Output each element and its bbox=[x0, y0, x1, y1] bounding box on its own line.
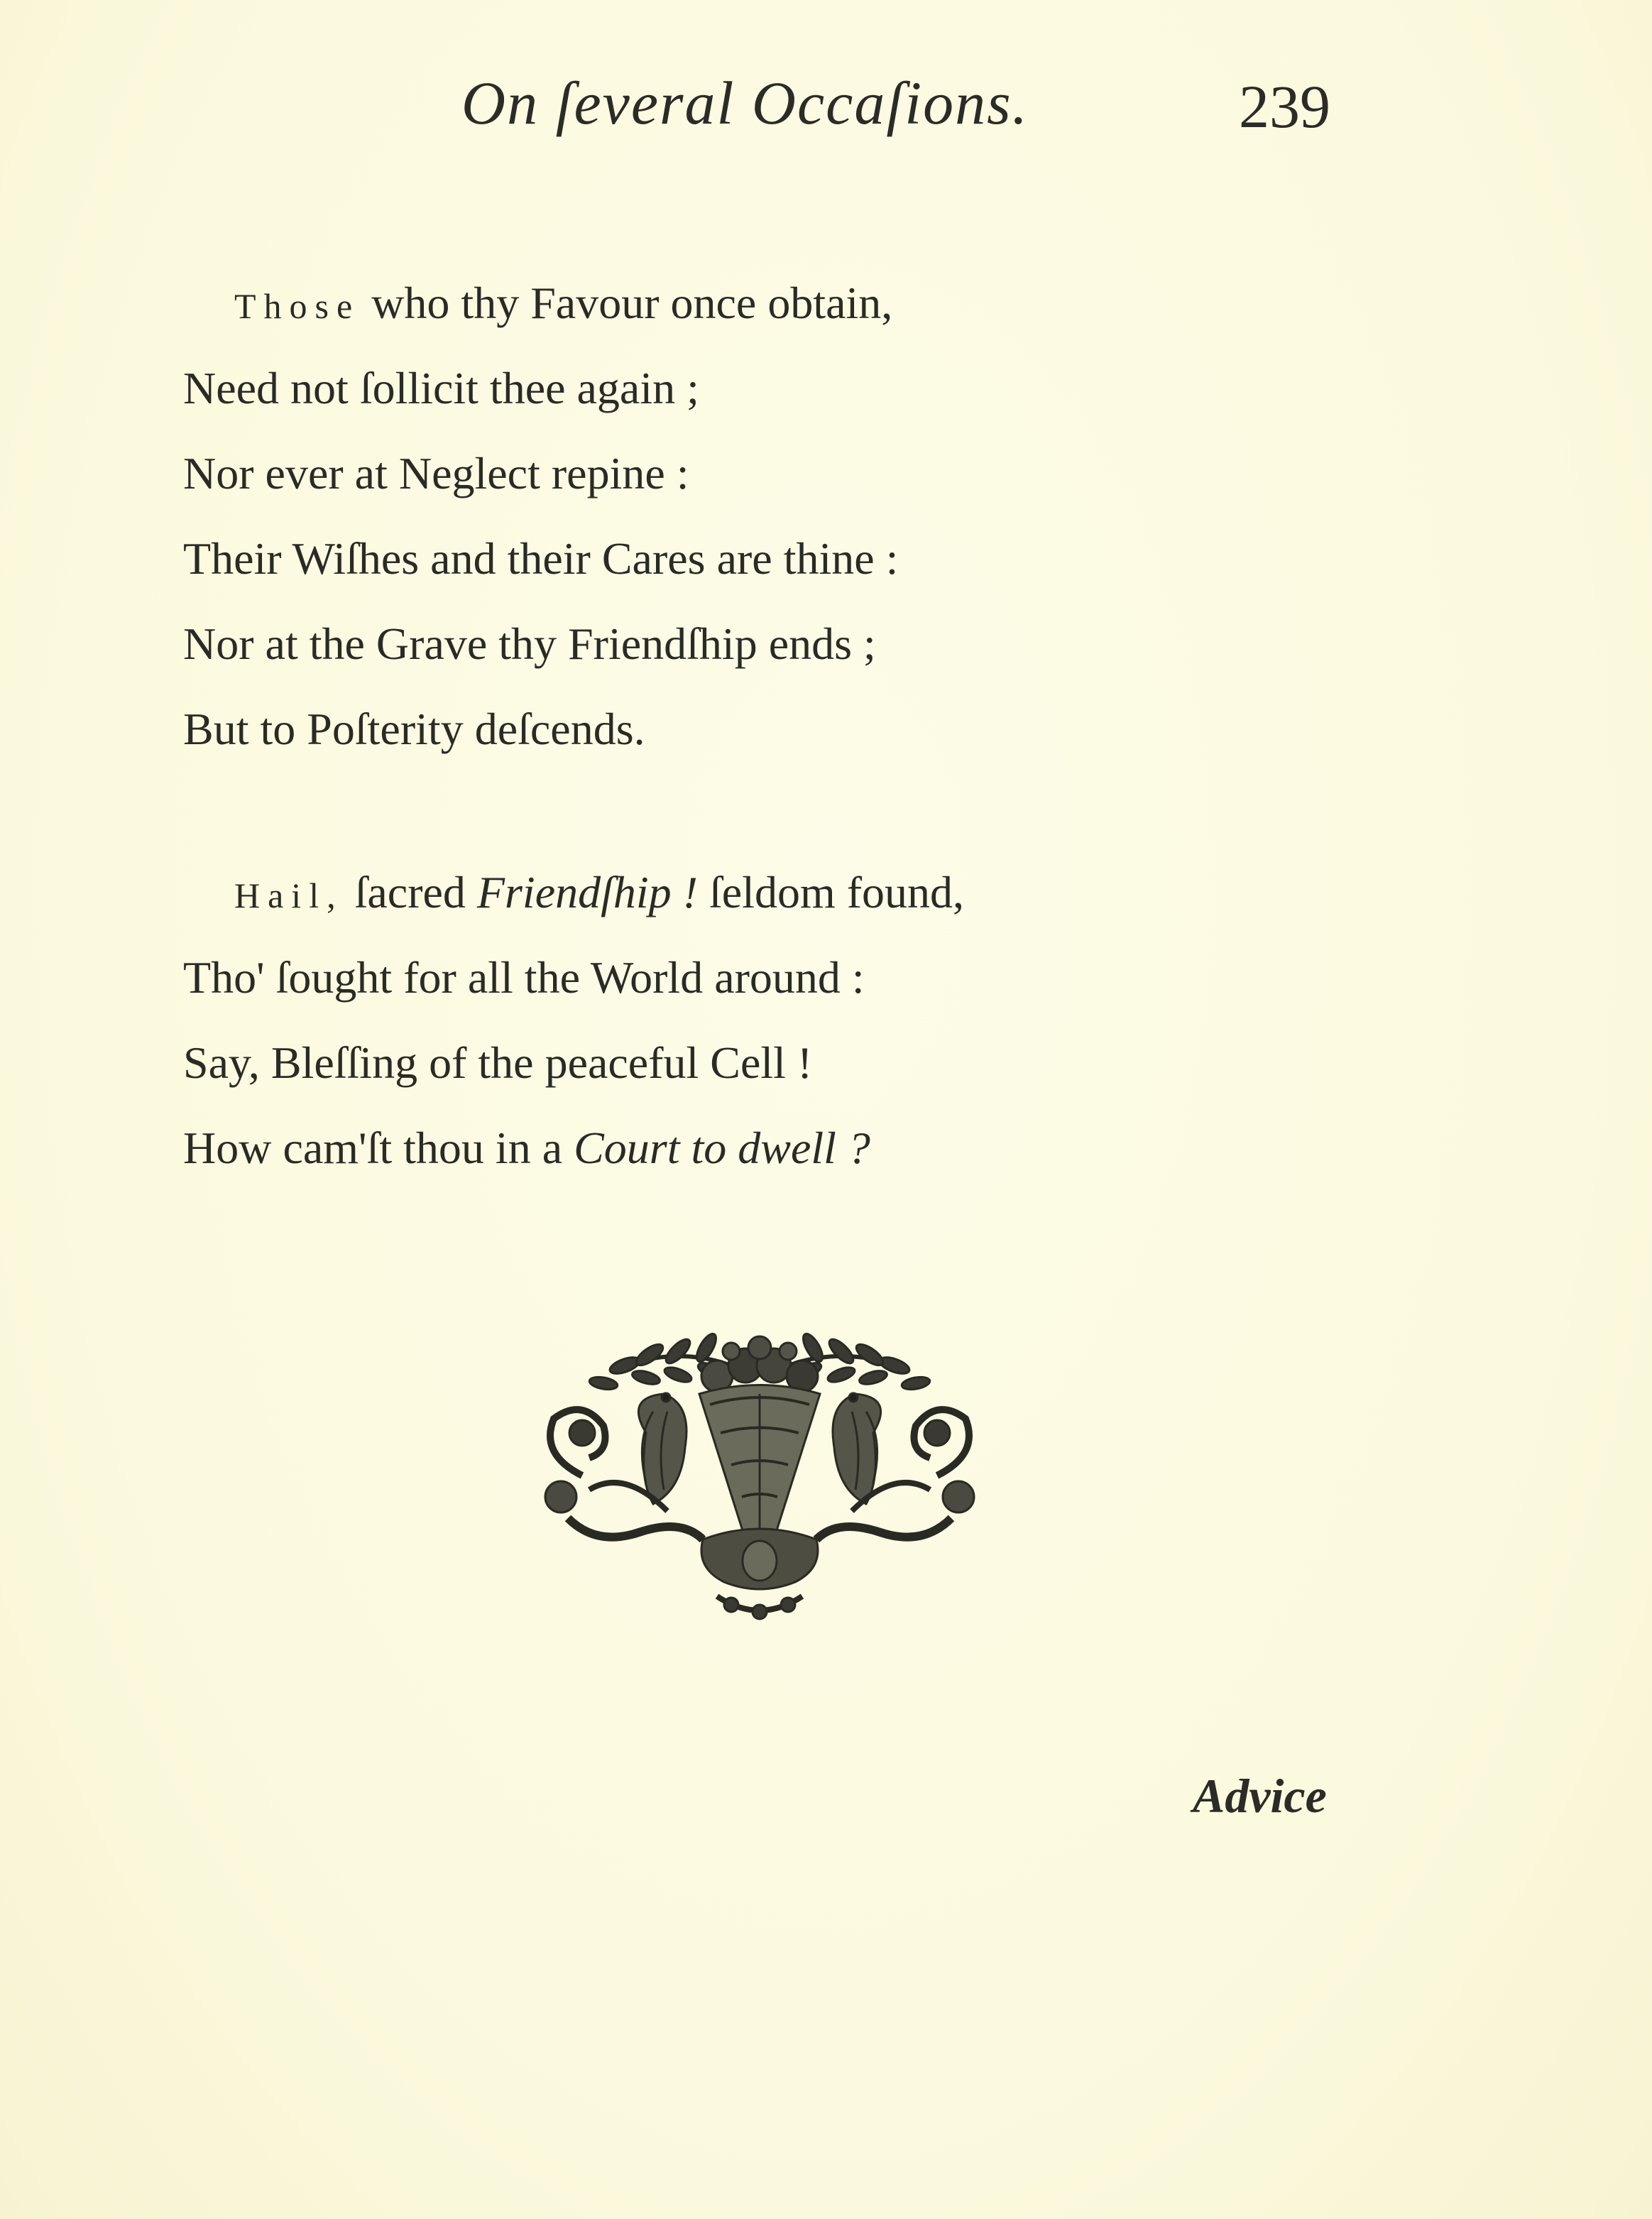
italic-word: Friendſhip ! bbox=[476, 867, 698, 917]
verse-line bbox=[183, 861, 964, 946]
small-caps-word: Hail, bbox=[234, 876, 344, 915]
cornucopia-birds-ornament-icon bbox=[540, 1326, 980, 1625]
bird-left bbox=[638, 1393, 686, 1504]
base-mask bbox=[701, 1529, 818, 1619]
verse-line: Need not ſollicit thee again ; bbox=[183, 363, 699, 413]
verse-line: Nor ever at Neglect repine : bbox=[183, 448, 689, 498]
verse-line: Say, Bleſſing of the peaceful Cell ! bbox=[183, 1037, 813, 1088]
verse-line: But to Poſterity deſcends. bbox=[183, 704, 645, 754]
catchword: Advice bbox=[1193, 1769, 1327, 1823]
verse-text: ſeldom found, bbox=[697, 867, 965, 917]
bird-right bbox=[833, 1393, 881, 1504]
stanza-1 bbox=[183, 271, 898, 783]
fruit-cluster bbox=[701, 1336, 818, 1392]
stanza-2 bbox=[183, 861, 964, 1201]
verse-text: who thy Favour once obtain, bbox=[360, 278, 893, 328]
running-title: On ſeveral Occaſions. bbox=[461, 69, 1029, 137]
italic-phrase: Court to dwell ? bbox=[574, 1123, 870, 1173]
small-caps-word: Those bbox=[234, 286, 361, 326]
verse-line: Their Wiſhes and their Cares are thine : bbox=[183, 533, 899, 584]
verse-line: Tho' ſought for all the World around : bbox=[183, 952, 865, 1003]
verse-line bbox=[183, 1116, 964, 1201]
verse-line bbox=[183, 271, 898, 356]
page-number: 239 bbox=[1239, 72, 1330, 141]
verse-text: ſacred bbox=[343, 867, 477, 917]
verse-text: How cam'ſt thou in a bbox=[183, 1123, 574, 1173]
verse-line: Nor at the Grave thy Friendſhip ends ; bbox=[183, 618, 876, 669]
